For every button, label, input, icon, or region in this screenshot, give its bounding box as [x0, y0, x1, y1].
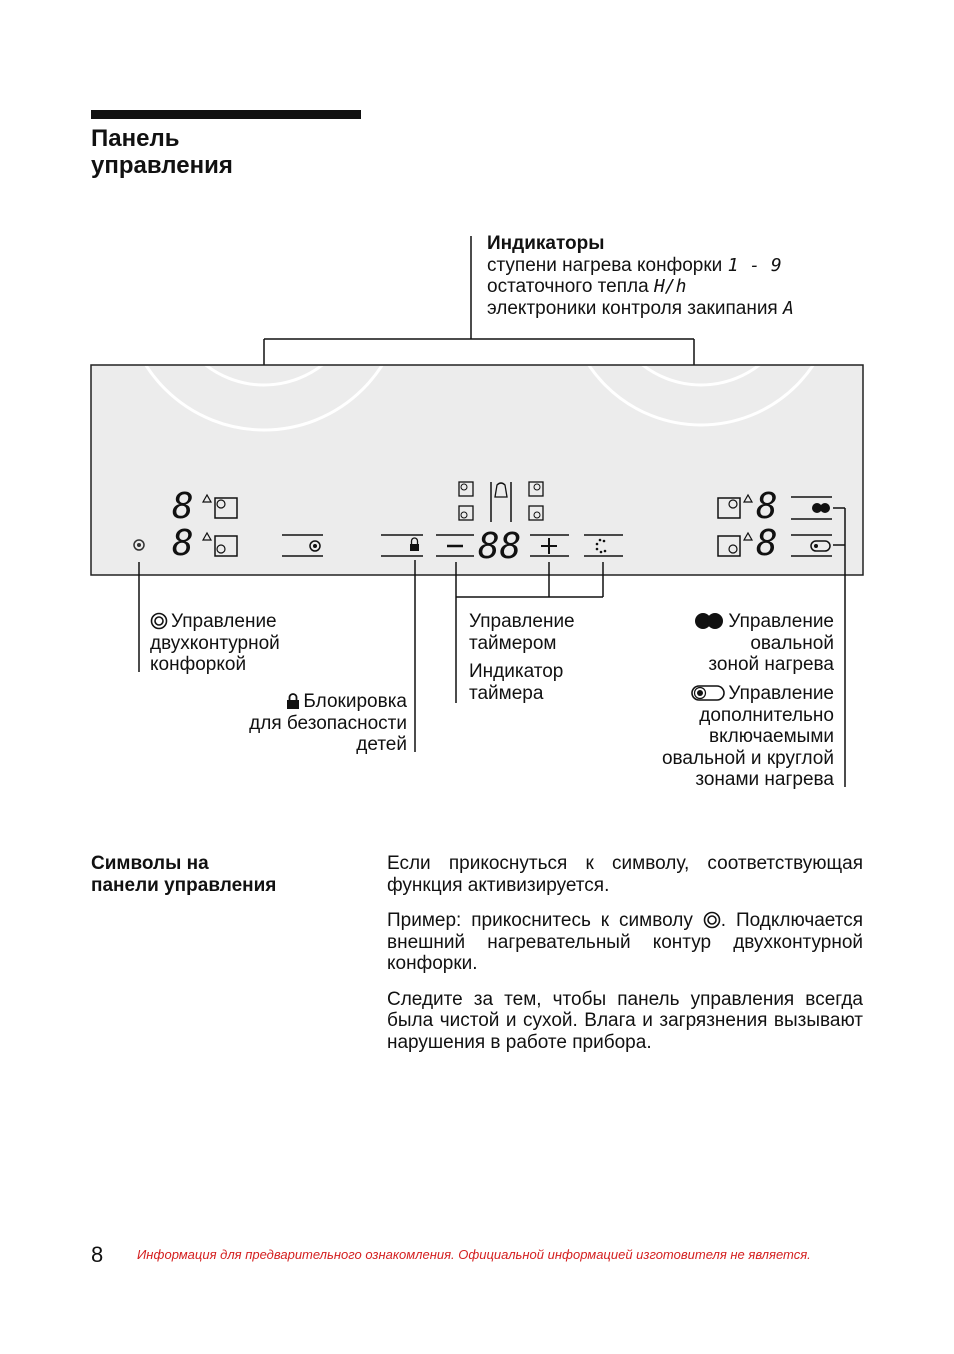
page-number: 8 — [91, 1242, 104, 1267]
lock-icon — [286, 693, 300, 710]
indicators-heading: Индикаторы — [487, 233, 605, 254]
indicator-residual-heat: остаточного тепла H/h — [487, 276, 687, 297]
control-panel — [91, 365, 863, 575]
lock-icon — [410, 544, 419, 551]
paragraph-2: Пример: прикоснитесь к символу . Подключается внешний нагревательный контур двухконтурной конфорки. — [387, 910, 864, 974]
indicator-heat-level: ступени нагрева конфорки 1 - 9 — [487, 254, 782, 276]
dual-circuit-icon — [703, 911, 721, 929]
symbols-body — [387, 853, 863, 1067]
dual-circuit-label: Управление двухконтурной конфоркой — [150, 611, 280, 675]
timer-indicator-label: Индикатор таймера — [469, 661, 564, 704]
front-right-digit: 8 — [756, 486, 778, 527]
indicator-boil-control: электроники контроля закипания A — [487, 297, 794, 319]
paragraph-3: Следите за тем, чтобы панель управления всегда была чистой и сухой. Влага и загрязнения вызывают нарушения в работе прибора. — [387, 988, 863, 1053]
disclaimer-note: Информация для предварительного ознакомления. Официальной информацией изготовителя не является. — [137, 1247, 811, 1262]
dual-circuit-icon — [150, 612, 168, 630]
rear-left-digit: 8 — [172, 523, 194, 564]
oval-zone-label: Управление овальной зоной нагрева — [693, 611, 834, 676]
front-left-digit: 8 — [172, 486, 194, 527]
symbols-heading: Символы на панели управления — [91, 853, 277, 896]
timer-control-label: Управление таймером — [469, 611, 575, 654]
page-title: Панель управления — [91, 125, 233, 179]
timer-display: 88 — [478, 526, 522, 567]
paragraph-1: Если прикоснуться к символу, соответствующая функция активизируется. — [387, 853, 863, 896]
extra-zones-label: Управление дополнительно включаемыми овальной и круглой зонами нагрева — [661, 683, 834, 790]
child-lock-label: Блокировка для безопасности детей — [249, 691, 407, 755]
oval-zone-icon — [693, 612, 725, 630]
extra-zones-icon — [691, 684, 725, 702]
rear-right-digit: 8 — [756, 523, 778, 564]
